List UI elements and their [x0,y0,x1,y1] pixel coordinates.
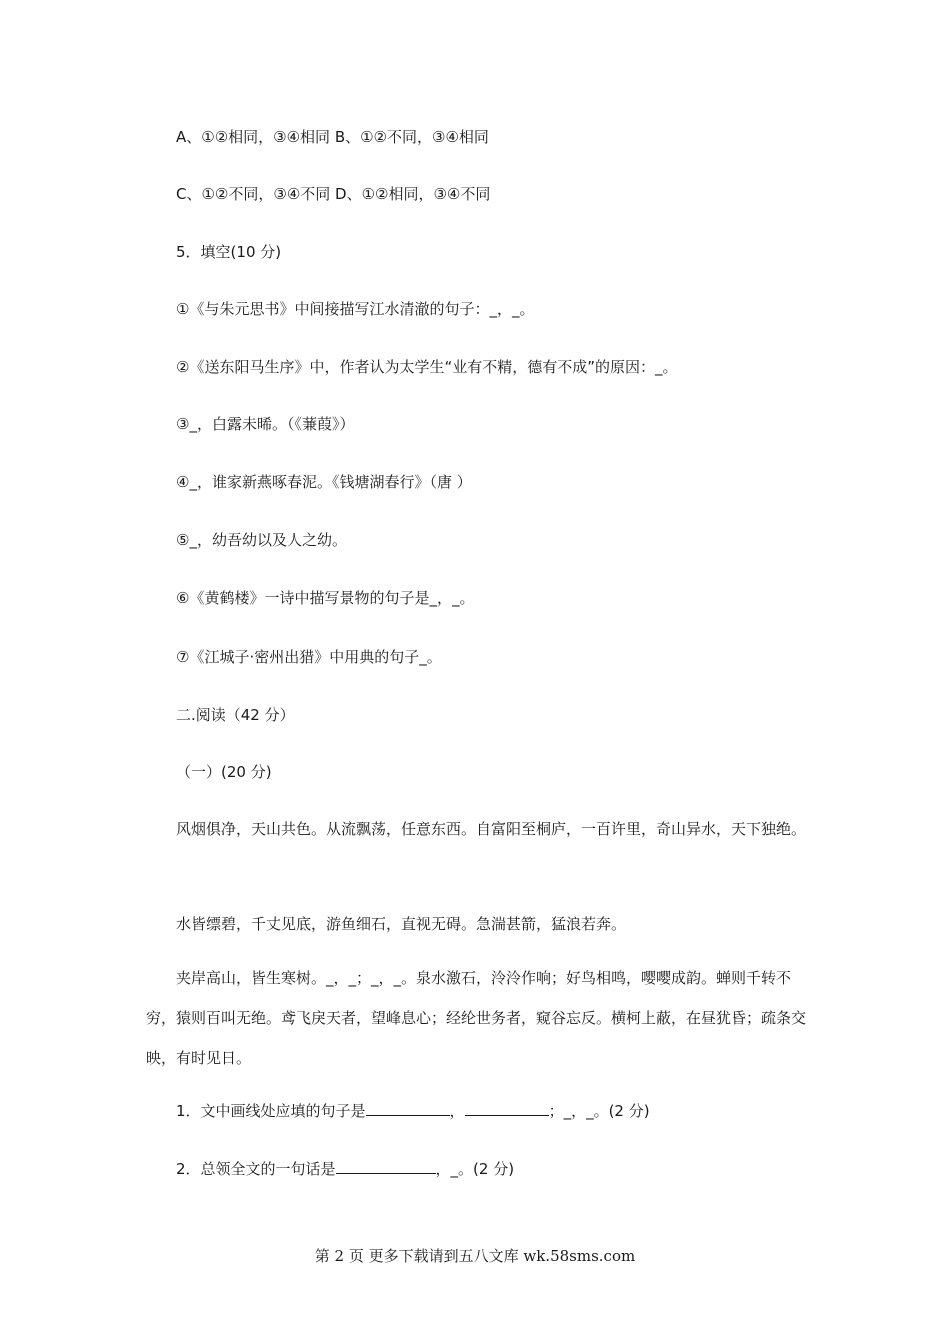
page-footer: 第 2 页 更多下载请到五八文库 wk.58sms.com [314,1247,636,1265]
question-2-prefix: 2．总领全文的一句话是 [176,1160,336,1178]
fill-item-5: ⑤_，幼吾幼以及人之幼。 [176,531,347,549]
question-1-suffix: ；_，_。(2 分) [548,1102,650,1120]
answer-blank-1[interactable] [366,1099,450,1116]
question-1-prefix: 1．文中画线处应填的句子是 [176,1102,366,1120]
answer-blank-2[interactable] [465,1099,549,1116]
passage-paragraph-2: 水皆缥碧，千丈见底，游鱼细石，直视无碍。急湍甚箭，猛浪若奔。 [176,915,627,933]
option-line-cd: C、①②不同，③④不同 D、①②相同，③④不同 [176,185,491,203]
fill-item-6: ⑥《黄鹤楼》一诗中描写景物的句子是_，_。 [176,589,475,607]
question-1-separator: ， [449,1102,465,1120]
question-1 [176,1099,650,1121]
passage-paragraph-3: 夹岸高山，皆生寒树。_，_；_，_。泉水激石，泠泠作响；好鸟相鸣，嘤嘤成韵。蝉则千转不穷，猿则百叫无绝。鸢飞戾天者，望峰息心；经纶世务者，窥谷忘反。横柯上蔽，在昼犹昏；疏条交映，有时见日。 [146,969,807,1067]
fill-item-2: ②《送东阳马生序》中，作者认为太学生“业有不精，德有不成”的原因：_。 [176,358,678,376]
option-line-ab: A、①②相同，③④相同 B、①②不同，③④相同 [176,128,489,146]
passage-paragraph-1: 风烟俱净，天山共色。从流飘荡，任意东西。自富阳至桐庐，一百许里，奇山异水，天下独绝。 [176,820,807,838]
subsection-heading-1: （一）(20 分) [176,763,272,781]
fill-item-1: ①《与朱元思书》中间接描写江水清澈的句子：_，_。 [176,300,535,318]
fill-item-3: ③_，白露未晞。（《蒹葭》） [176,415,355,433]
question-5-heading: 5．填空(10 分) [176,243,282,261]
question-2-suffix: ，_。(2 分) [435,1160,515,1178]
fill-item-4: ④_，谁家新燕啄春泥。《钱塘湖春行》（唐 ） [176,473,472,491]
fill-item-7: ⑦《江城子·密州出猎》中用典的句子_。 [176,648,442,666]
section-heading-reading: 二.阅读（42 分） [176,706,295,724]
answer-blank-3[interactable] [336,1157,436,1174]
question-2 [176,1157,514,1179]
